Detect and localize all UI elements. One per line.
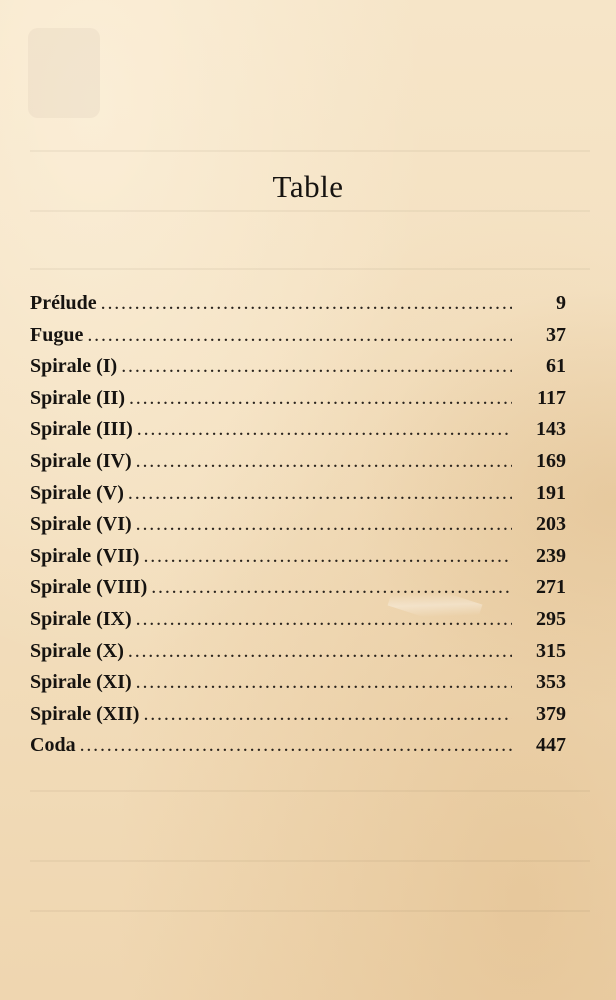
toc-entry xyxy=(30,418,566,450)
show-through-line xyxy=(30,210,590,212)
toc-entry xyxy=(30,482,566,514)
toc-entry xyxy=(30,734,566,766)
toc-entry-title: Spirale (I) xyxy=(30,355,118,378)
toc-entry-page: 169 xyxy=(536,449,566,472)
toc-entry-page: 447 xyxy=(536,734,566,757)
show-through-emblem xyxy=(28,28,100,118)
toc-leader-dots xyxy=(136,450,512,473)
toc-entry-title: Coda xyxy=(30,734,76,757)
toc-entry xyxy=(30,355,566,387)
toc-entry xyxy=(30,324,566,356)
toc-entry xyxy=(30,640,566,672)
toc-entry-title: Spirale (III) xyxy=(30,418,133,441)
toc-entry-title: Spirale (IV) xyxy=(30,449,132,472)
show-through-line xyxy=(30,860,590,862)
toc-entry-page: 143 xyxy=(536,418,566,441)
toc-entry xyxy=(30,671,566,703)
toc-entry xyxy=(30,703,566,735)
toc-leader-dots xyxy=(143,545,512,568)
toc-entry xyxy=(30,387,566,419)
toc-entry-title: Spirale (XI) xyxy=(30,671,132,694)
show-through-line xyxy=(30,910,590,912)
toc-entry-title: Spirale (IX) xyxy=(30,607,132,630)
toc-leader-dots xyxy=(129,387,512,410)
page-title: Table xyxy=(272,168,344,204)
toc-entry xyxy=(30,576,566,608)
toc-entry-title: Fugue xyxy=(30,323,84,346)
toc-entry-title: Prélude xyxy=(30,292,97,314)
toc-entry-page: 271 xyxy=(536,576,566,599)
toc-entry xyxy=(30,292,566,324)
toc-leader-dots xyxy=(143,703,512,726)
toc-entry-title: Spirale (VI) xyxy=(30,513,132,536)
toc-entry-page: 9 xyxy=(556,292,566,314)
toc-entry xyxy=(30,608,566,640)
toc-leader-dots xyxy=(121,355,512,378)
toc-entry xyxy=(30,450,566,482)
toc-leader-dots xyxy=(136,671,512,694)
toc-entry-page: 117 xyxy=(537,386,566,409)
table-of-contents xyxy=(30,292,566,766)
toc-leader-dots xyxy=(80,734,512,757)
toc-leader-dots xyxy=(128,640,512,663)
toc-entry-page: 37 xyxy=(546,323,566,346)
show-through-line xyxy=(30,790,590,792)
toc-entry-page: 315 xyxy=(536,639,566,662)
toc-entry-page: 379 xyxy=(536,702,566,725)
toc-entry-title: Spirale (VII) xyxy=(30,544,140,567)
toc-entry-page: 353 xyxy=(536,671,566,694)
toc-entry xyxy=(30,545,566,577)
toc-leader-dots xyxy=(128,482,512,505)
toc-entry xyxy=(30,513,566,545)
toc-entry-title: Spirale (VIII) xyxy=(30,576,148,599)
toc-entry-page: 61 xyxy=(546,355,566,378)
show-through-line xyxy=(30,268,590,270)
toc-entry-page: 203 xyxy=(536,513,566,536)
toc-leader-dots xyxy=(137,418,512,441)
toc-leader-dots xyxy=(136,513,512,536)
toc-entry-title: Spirale (XII) xyxy=(30,702,140,725)
toc-entry-title: Spirale (V) xyxy=(30,481,124,504)
toc-leader-dots xyxy=(87,324,512,347)
toc-entry-page: 191 xyxy=(536,481,566,504)
toc-leader-dots xyxy=(101,292,512,315)
toc-entry-page: 239 xyxy=(536,544,566,567)
show-through-line xyxy=(30,150,590,152)
toc-entry-page: 295 xyxy=(536,607,566,630)
toc-entry-title: Spirale (II) xyxy=(30,386,125,409)
toc-entry-title: Spirale (X) xyxy=(30,639,124,662)
